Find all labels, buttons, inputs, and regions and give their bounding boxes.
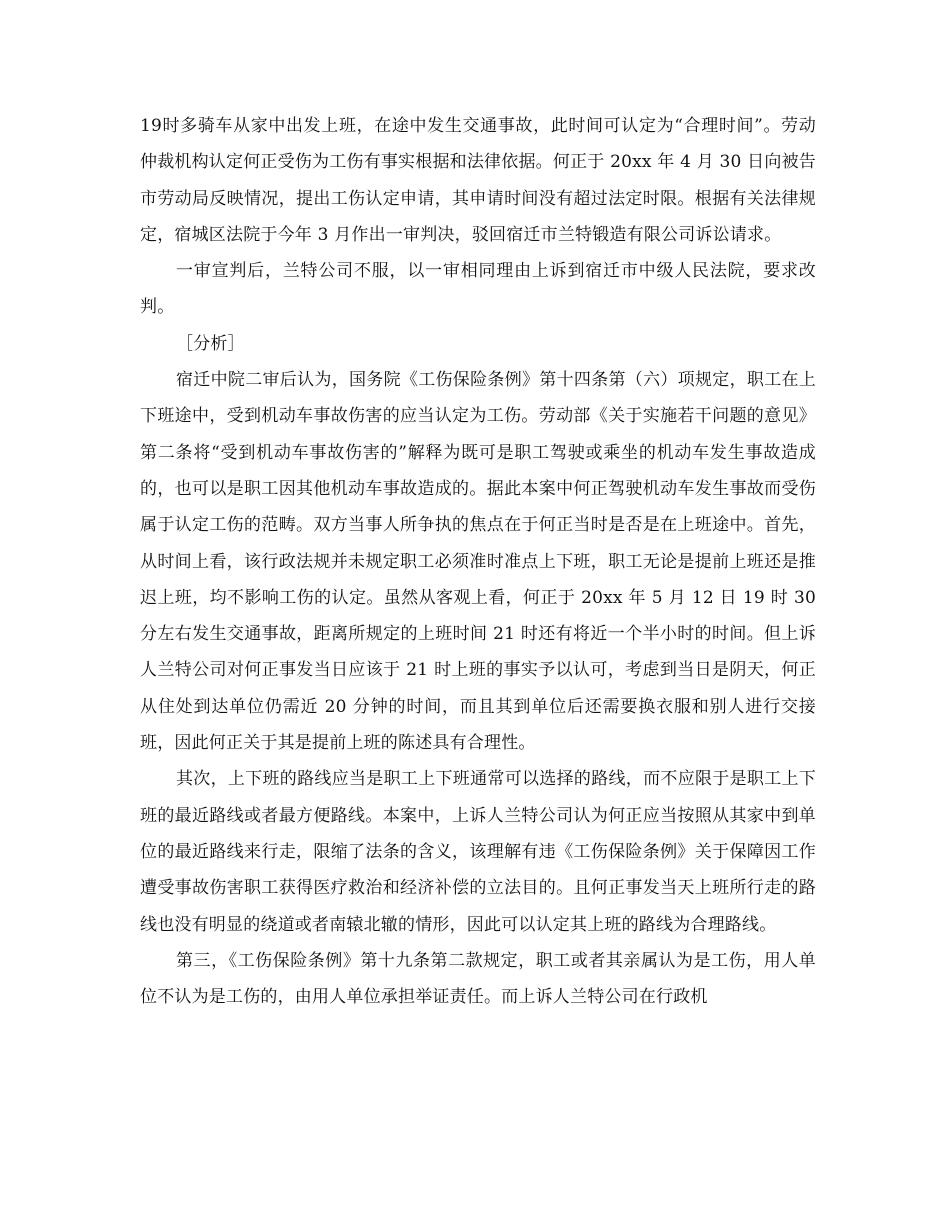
- document-body: [140, 108, 816, 1015]
- section-heading-analysis: ［分析］: [176, 333, 245, 354]
- paragraph-appeal: 一审宣判后，兰特公司不服，以一审相同理由上诉到宿迁市中级人民法院，要求改判。: [140, 261, 816, 318]
- paragraph-continuation: 19时多骑车从家中出发上班，在途中发生交通事故，此时间可认定为“合理时间”。劳动仲裁机构认定何正受伤为工伤有事实根据和法律依据。何正于 20xx 年 4 月 30 日向被告市劳动局反映情况，提出工伤认定申请，其申请时间没有超过法定时限。根据有关法律规定，宿城区法院于今年 3 月作出一审判决，驳回宿迁市兰特锻造有限公司诉讼请求。: [140, 116, 816, 245]
- paragraph-analysis-third: 第三，《工伤保险条例》第十九条第二款规定，职工或者其亲属认为是工伤，用人单位不认为是工伤的，由用人单位承担举证责任。而上诉人兰特公司在行政机: [140, 950, 816, 1008]
- paragraph-analysis-second: 其次，上下班的路线应当是职工上下班通常可以选择的路线，而不应限于是职工上下班的最近路线或者最方便路线。本案中，上诉人兰特公司认为何正应当按照从其家中到单位的最近路线来行走，限缩了法条的含义，该理解有违《工伤保险条例》关于保障因工作遭受事故伤害职工获得医疗救治和经济补偿的立法目的。且何正事发当天上班所行走的路线也没有明显的绕道或者南辕北辙的情形，因此可以认定其上班的路线为合理路线。: [140, 769, 816, 935]
- paragraph-analysis-first: 宿迁中院二审后认为，国务院《工伤保险条例》第十四条第（六）项规定，职工在上下班途中，受到机动车事故伤害的应当认定为工伤。劳动部《关于实施若干问题的意见》第二条将“受到机动车事故伤害的”解释为既可是职工驾驶或乘坐的机动车发生事故造成的，也可以是职工因其他机动车事故造成的。据此本案中何正驾驶机动车发生事故而受伤属于认定工伤的范畴。双方当事人所争执的焦点在于何正当时是否是在上班途中。首先，从时间上看，该行政法规并未规定职工必须准时准点上下班，职工无论是提前上班还是推迟上班，均不影响工伤的认定。虽然从客观上看，何正于 20xx 年 5 月 12 日 19 时 30 分左右发生交通事故，距离所规定的上班时间 21 时还有将近一个半小时的时间。但上诉人兰特公司对何正事发当日应该于 21 时上班的事实予以认可，考虑到当日是阴天，何正从住处到达单位仍需近 20 分钟的时间，而且其到单位后还需要换衣服和别人进行交接班，因此何正关于其是提前上班的陈述具有合理性。: [140, 370, 816, 754]
